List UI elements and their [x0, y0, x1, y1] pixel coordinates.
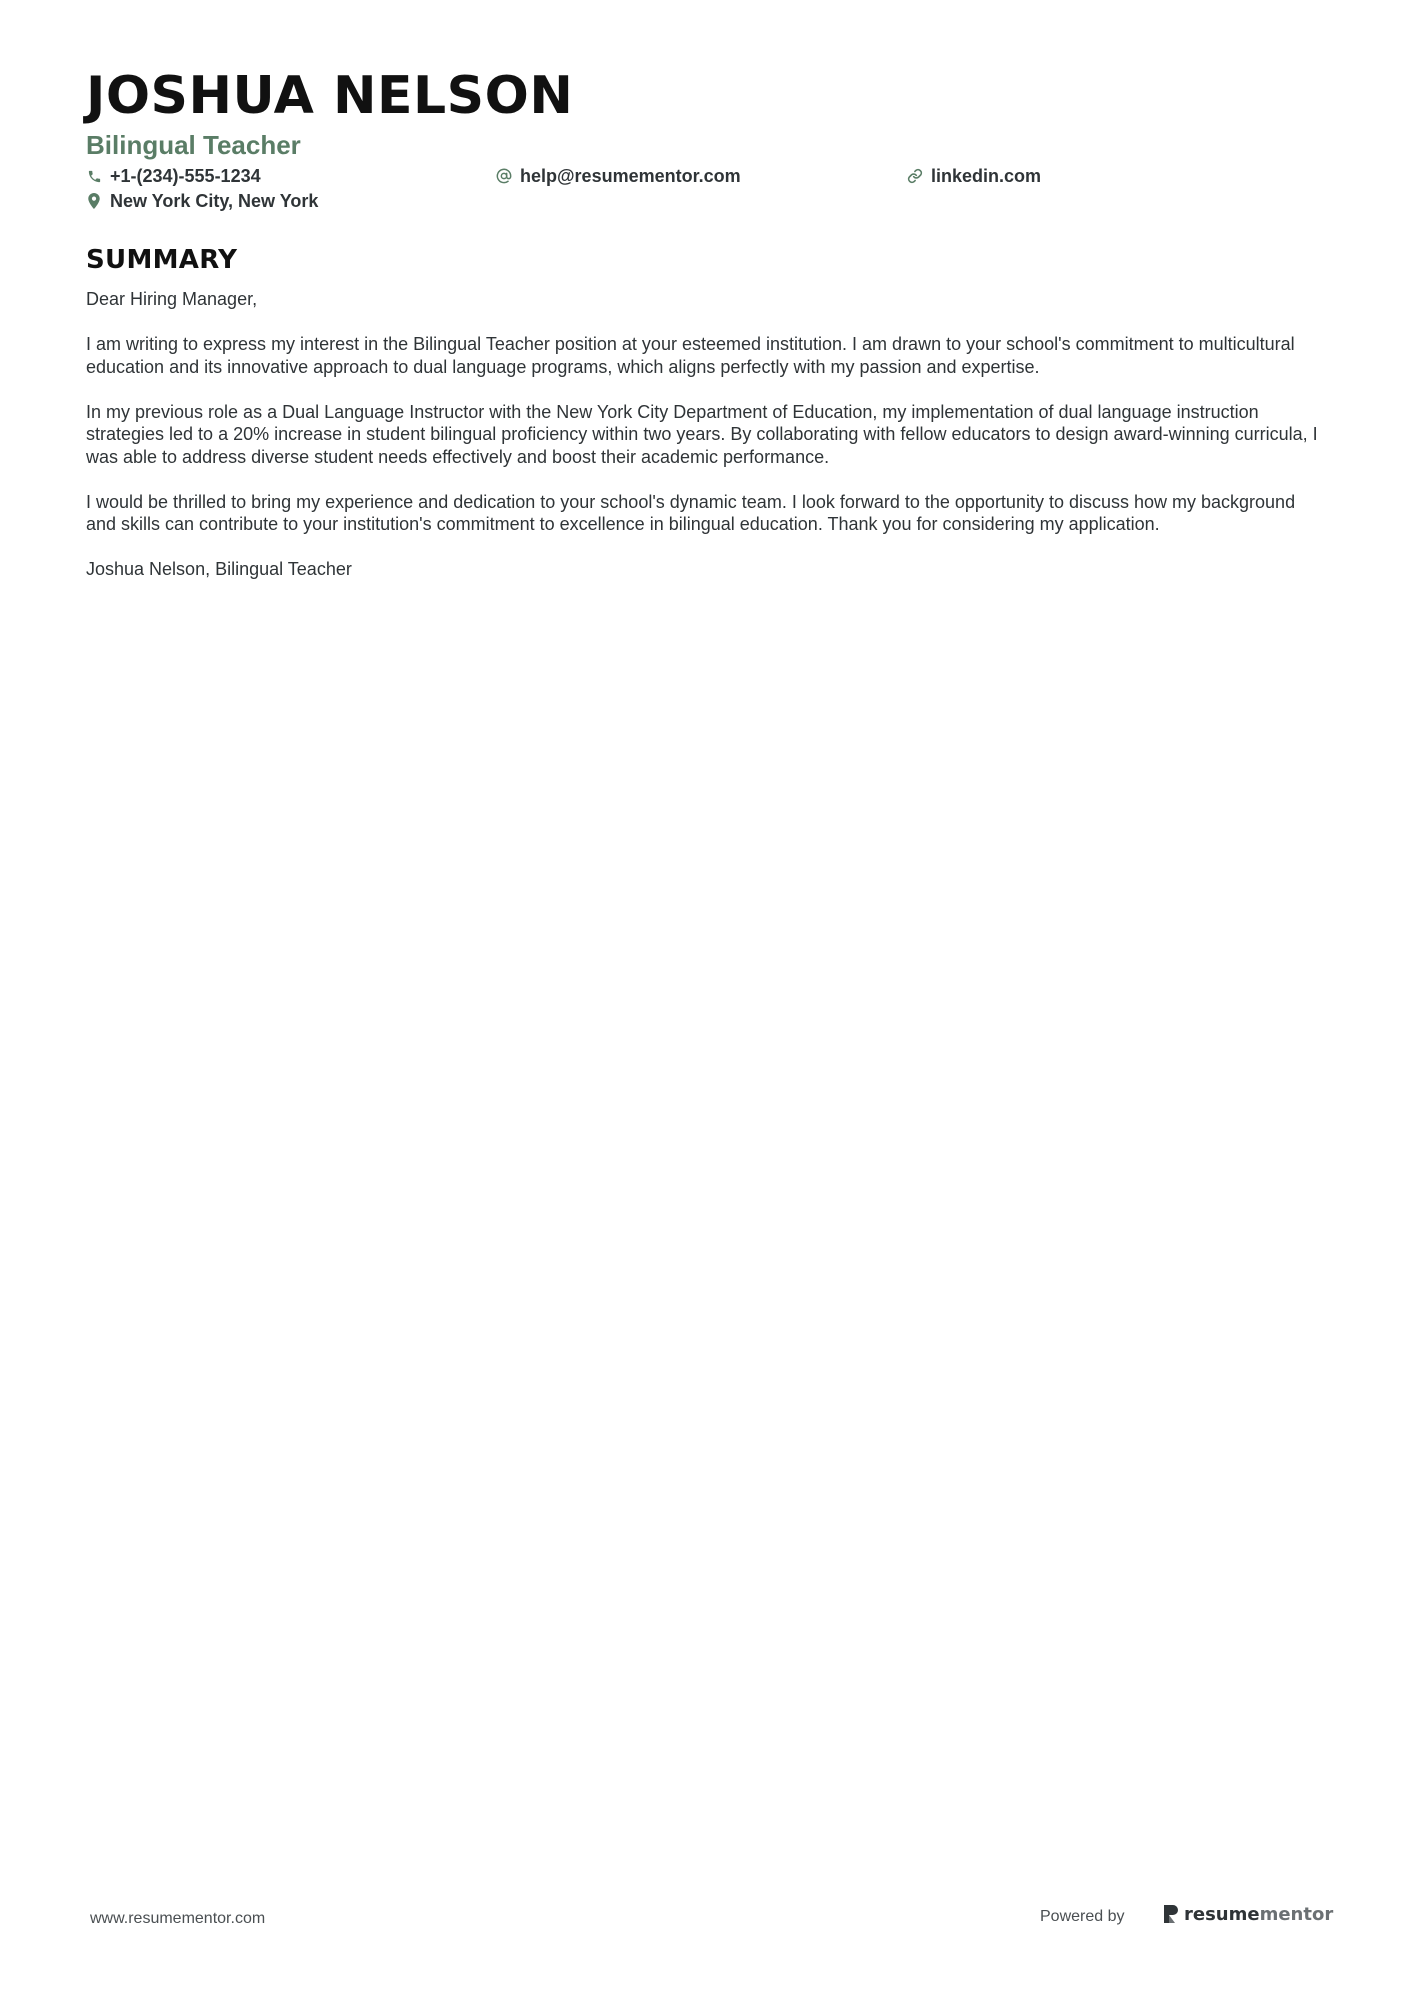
contact-phone — [86, 165, 261, 187]
letter-paragraph: I would be thrilled to bring my experience and dedication to your school's dynamic team. I look forward to the opportunity to discuss how my background and skills can contribute to your institution's commitment to excellence in bilingual education. Thank you for considering my application. — [86, 491, 1296, 534]
brand-part-1: resume — [1184, 1903, 1260, 1925]
job-title: Bilingual Teacher — [86, 130, 301, 160]
letter-paragraph: In my previous role as a Dual Language Instructor with the New York City Department of Education, my implementation of dual language instruction strategies led to a 20% increase in student bilingual proficiency within two years. By collaborating with fellow educators to design award-winning curricula, I was able to address diverse student needs effectively and boost their academic performance. — [86, 401, 1318, 467]
powered-by-label: Powered by — [1040, 1908, 1125, 1925]
salutation: Dear Hiring Manager, — [86, 289, 258, 309]
brand-logo — [1162, 1903, 1333, 1925]
signature: Joshua Nelson, Bilingual Teacher — [86, 559, 352, 579]
candidate-name: JOSHUA NELSON — [86, 66, 574, 126]
contact-email — [496, 165, 741, 187]
contact-link — [907, 165, 1041, 187]
phone-icon — [86, 168, 102, 184]
email-text: help@resumementor.com — [520, 165, 741, 186]
footer-website: www.resumementor.com — [90, 1910, 266, 1927]
brand-wordmark — [1184, 1904, 1333, 1925]
location-text: New York City, New York — [110, 190, 319, 211]
resumementor-logo-icon — [1162, 1903, 1180, 1925]
link-icon — [907, 168, 923, 184]
at-sign-icon — [496, 168, 512, 184]
link-text: linkedin.com — [931, 165, 1042, 186]
letter-body — [86, 288, 1326, 603]
summary-heading: SUMMARY — [86, 245, 238, 275]
brand-part-2: mentor — [1259, 1903, 1334, 1925]
map-pin-icon — [86, 193, 102, 209]
contact-location — [86, 190, 318, 212]
phone-text: +1-(234)-555-1234 — [110, 165, 261, 186]
letter-paragraph: I am writing to express my interest in the Bilingual Teacher position at your esteemed institution. I am drawn to your school's commitment to multicultural education and its innovative approach to dual language programs, which aligns perfectly with my passion and expertise. — [86, 334, 1295, 377]
